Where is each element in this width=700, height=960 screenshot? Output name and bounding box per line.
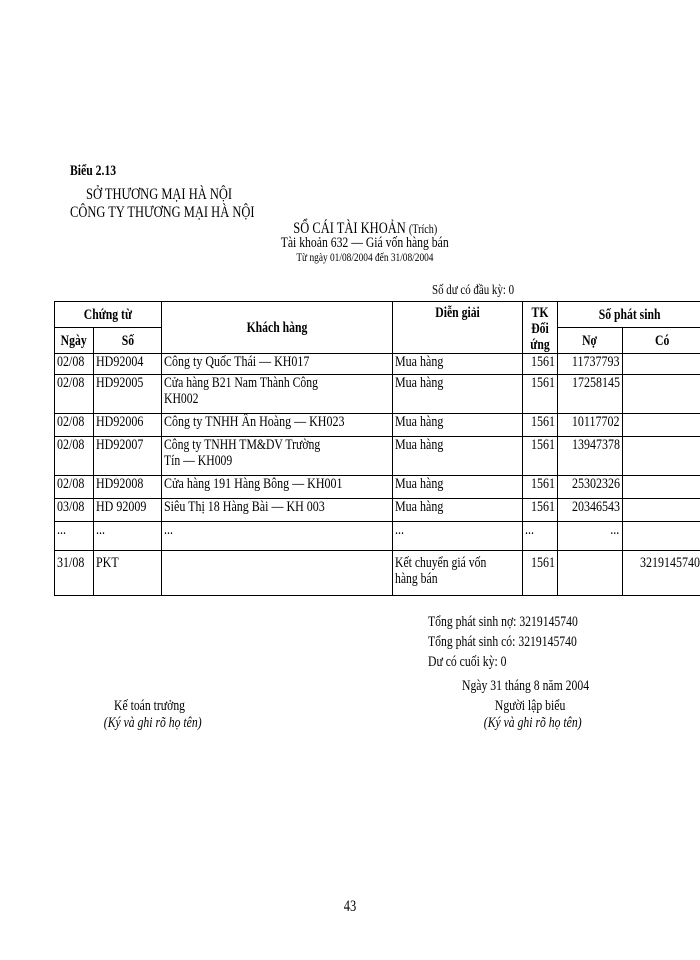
cell-description: Kết chuyển giá vốn hàng bán (392, 551, 522, 596)
header-contra-account: TK Đối ứng (522, 302, 557, 354)
credit-total: Tổng phát sinh có: 3219145740 (428, 634, 577, 650)
cell-customer: Siêu Thị 18 Hàng Bài — KH 003 (162, 499, 393, 522)
preparer-signature (470, 698, 590, 732)
cell-date: 03/08 (55, 499, 94, 522)
table-row (55, 354, 700, 375)
cell-customer: Công ty TNHH TM&DV Trường Tín — KH009 (162, 437, 393, 476)
header-description: Diễn giải (392, 302, 522, 354)
cell-debit: 13947378 (557, 437, 622, 476)
cell-contra: 1561 (522, 414, 557, 437)
cell-contra: 1561 (522, 437, 557, 476)
chief-accountant-signature (90, 698, 210, 732)
cell-number: HD92008 (94, 476, 162, 499)
debit-total: Tổng phát sinh nợ: 3219145740 (428, 614, 578, 630)
cell-number: HD92005 (94, 375, 162, 414)
cell-debit: 10117702 (557, 414, 622, 437)
cell-date: 31/08 (55, 551, 94, 596)
cell-description: Mua hàng (392, 375, 522, 414)
cell-date: 02/08 (55, 476, 94, 499)
cell-debit (557, 551, 622, 596)
cell-customer: Cửa hàng 191 Hàng Bông — KH001 (162, 476, 393, 499)
table-row (55, 551, 700, 596)
department-name: SỞ THƯƠNG MẠI HÀ NỘI (86, 186, 233, 203)
table-row (55, 522, 700, 551)
cell-description: ... (392, 522, 522, 551)
signature-date: Ngày 31 tháng 8 năm 2004 (462, 678, 590, 694)
cell-contra: 1561 (522, 499, 557, 522)
cell-date: ... (55, 522, 94, 551)
cell-debit: 20346543 (557, 499, 622, 522)
cell-credit (622, 499, 700, 522)
header-voucher: Chứng từ (55, 302, 162, 328)
header-date: Ngày (55, 328, 94, 354)
cell-credit: 3219145740 (622, 551, 700, 596)
cell-credit (622, 522, 700, 551)
company-name: CÔNG TY THƯƠNG MẠI HÀ NỘI (70, 204, 255, 221)
cell-description: Mua hàng (392, 499, 522, 522)
cell-credit (622, 354, 700, 375)
cell-customer: Cửa hàng B21 Nam Thành Công KH002 (162, 375, 393, 414)
table-row (55, 476, 700, 499)
cell-number: PKT (94, 551, 162, 596)
table-row (55, 437, 700, 476)
cell-customer (162, 551, 393, 596)
cell-customer: Công ty TNHH Ân Hoàng — KH023 (162, 414, 393, 437)
page-number: 43 (343, 898, 357, 915)
chief-accountant-note: (Ký và ghi rõ họ tên) (103, 715, 202, 731)
ledger-title: SỔ CÁI TÀI KHOẢN (Trích) (293, 220, 437, 237)
chief-accountant-role: Kế toán trưởng (114, 698, 186, 714)
cell-date: 02/08 (55, 375, 94, 414)
cell-debit: ... (557, 522, 622, 551)
cell-number: HD92007 (94, 437, 162, 476)
cell-description: Mua hàng (392, 476, 522, 499)
cell-contra: 1561 (522, 354, 557, 375)
header-number: Số (94, 328, 162, 354)
cell-contra: 1561 (522, 476, 557, 499)
cell-debit: 11737793 (557, 354, 622, 375)
header-debit: Nợ (557, 328, 622, 354)
closing-balance: Dư có cuối kỳ: 0 (428, 654, 507, 670)
cell-contra: 1561 (522, 551, 557, 596)
account-line: Tài khoản 632 — Giá vốn hàng bán (281, 235, 449, 251)
ledger-title-note: (Trích) (408, 221, 437, 236)
preparer-role: Người lập biểu (494, 698, 566, 714)
cell-date: 02/08 (55, 354, 94, 375)
ledger-title-block (0, 220, 700, 265)
table-row (55, 375, 700, 414)
cell-number: HD92004 (94, 354, 162, 375)
cell-debit: 25302326 (557, 476, 622, 499)
cell-date: 02/08 (55, 437, 94, 476)
header-customer: Khách hàng (162, 302, 393, 354)
cell-number: HD92006 (94, 414, 162, 437)
cell-description: Mua hàng (392, 354, 522, 375)
cell-number: HD 92009 (94, 499, 162, 522)
opening-balance: Số dư có đầu kỳ: 0 (432, 283, 515, 298)
cell-credit (622, 414, 700, 437)
cell-number: ... (94, 522, 162, 551)
header-amount: Số phát sinh (557, 302, 700, 328)
header-credit: Có (622, 328, 700, 354)
cell-customer: ... (162, 522, 393, 551)
cell-description: Mua hàng (392, 414, 522, 437)
cell-debit: 17258145 (557, 375, 622, 414)
cell-contra: ... (522, 522, 557, 551)
period-line: Từ ngày 01/08/2004 đến 31/08/2004 (296, 250, 434, 264)
cell-date: 02/08 (55, 414, 94, 437)
ledger-table (54, 301, 700, 596)
cell-description: Mua hàng (392, 437, 522, 476)
form-code: Biểu 2.13 (70, 163, 117, 179)
preparer-note: (Ký và ghi rõ họ tên) (483, 715, 582, 731)
table-row (55, 414, 700, 437)
cell-credit (622, 476, 700, 499)
cell-customer: Công ty Quốc Thái — KH017 (162, 354, 393, 375)
cell-contra: 1561 (522, 375, 557, 414)
table-row (55, 499, 700, 522)
cell-credit (622, 375, 700, 414)
cell-credit (622, 437, 700, 476)
totals-block (428, 612, 620, 672)
